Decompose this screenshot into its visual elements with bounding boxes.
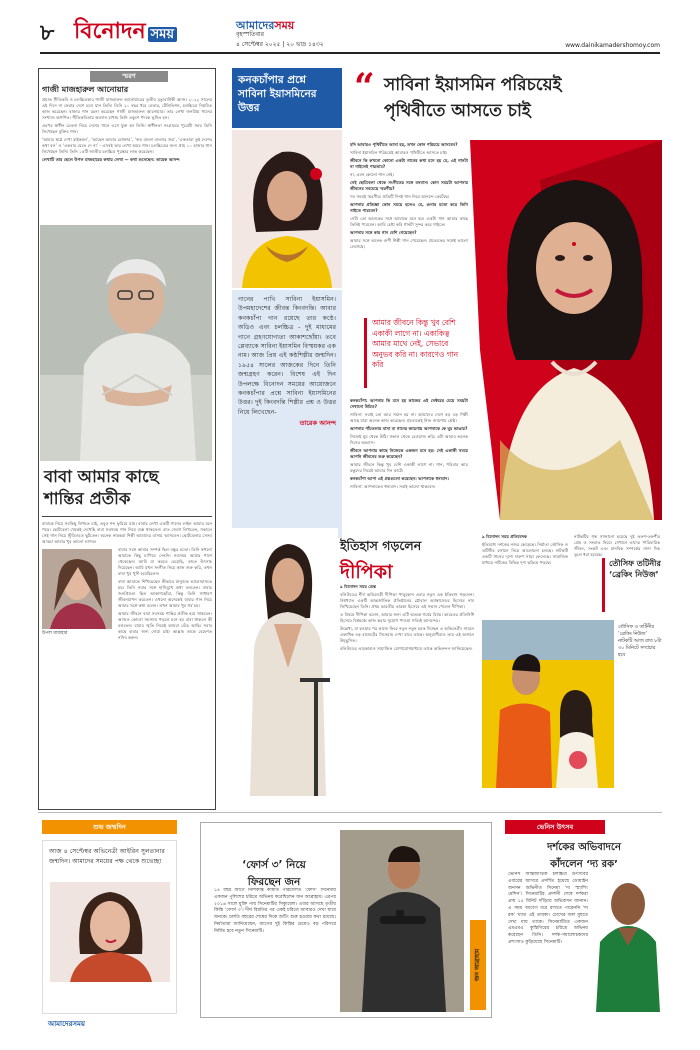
right-headline-line-2: পৃথিবীতে আসতে চাই [384, 101, 531, 121]
deepika-headline-line-2: দীপিকা [340, 561, 393, 583]
deepika-dateline: ৯ বিনোদন সময় ডেস্ক [340, 584, 377, 589]
force-side-tag-text: জন আব্রাহাম [474, 948, 481, 982]
answer: সেটা তো অনেকের সঙ্গে আমাকে মনে হয়। একটা গান আমার কাছে তিনিই পারবেন। আমি চেষ্টা করি গানটা সুন্দর করে গাইতে। [350, 216, 468, 227]
question: জীবনে আপনার কাছে নিজেকে একজন মনে হয়। সেই একাকী সময়ে আপনি জীবনের শুরু করেছেন? [350, 448, 468, 459]
section-divider [38, 812, 662, 813]
section-logo-suffix: সময় [148, 27, 177, 42]
left-body-paragraph: বাবার সঙ্গে আমার সম্পর্ক ছিল বন্ধুর মতো। তিনি কখনো আমাকে কিছু চাপিয়ে দেননি। সবসময় আমার পাশে থেকেছেন। আমি যা করতে চেয়েছি, তাতে উৎসাহ দিয়েছেন। আমি যখন সংগীত নিয়ে কাজ শুরু করি, তখন বাবা খুব খুশি হয়েছিলেন। [118, 547, 212, 576]
birthday-illustration [50, 882, 170, 982]
left-body [42, 521, 212, 806]
issue-day: বৃহস্পতিবার [236, 31, 264, 38]
deepika-headline-line-1: ইতিহাস গড়লেন [340, 538, 422, 553]
sabina-photo [470, 140, 662, 520]
answer: সাবিনা: সবাই তো আর সমান হয় না। আমাদের দেশে বড় বড় শিল্পী আছে যারা অনেক কাজ করেছেন। প্রত্যেকেই নিজ জায়গায় শ্রেষ্ঠ। [350, 412, 468, 423]
mid-headline: কনকচাঁপার প্রশ্নে সাবিনা ইয়াসমিনের উত্তর [238, 74, 317, 114]
pull-quote-text: আমার জীবনে কিন্তু খুব বেশি একাকী লাগে না। একাকিত্ব আমার মাথে নেই, সেভাবে অনুভব করি না। কারণেও গান করি [372, 318, 459, 370]
venice-headline-line-1: দর্শকের অভিবাদনে [547, 842, 621, 853]
force-illustration [340, 830, 464, 1012]
deepika-headline [340, 538, 478, 590]
deepika-paragraph: এ বিষয়ে দীপিকা বলেন, আমার জন্য এটি অত্যন্ত গর্বের বিষয়। ভারতের প্রতিনিধি হিসেবে বিশ্বমঞ্চে কাজ করার সুযোগ পাওয়া সত্যিই আনন্দের। [340, 612, 474, 623]
force-body: ১৪ বছর আগে নিশিকান্ত কামাত পরিচালিত ‘ফোর্স’ সিনেমায় একজন পুলিশের চরিত্রে অভিনয় করেছিলেন জন আব্রাহাম। এরপর ২০১৬ সালে মুক্তি পায় সিনেমাটির সিক্যুয়েল। এবার আসছে তৃতীয় কিস্তি ‘ফোর্স ৩’। দীর্ঘ বিরতির পর একই চরিত্রে আবারও দেখা যাবে জনকে। চলতি বছরের শেষের দিকে শুটিং শুরু হওয়ার কথা রয়েছে। নির্মাতারা জানিয়েছেন, আগের দুই কিস্তির চেয়েও বড় পরিসরে নির্মিত হবে নতুন সিনেমাটি। [214, 888, 336, 934]
force-headline-line-2: ফিরছেন জন [247, 876, 301, 888]
kanakchapa-photo [232, 130, 342, 288]
left-kicker: স্মরণ [90, 71, 168, 82]
answer: সাবিনা: আপনাকেও ধন্যবাদ। সবাই ভালো থাকবেন। [350, 484, 436, 489]
answer: আমার জীবনে কিন্তু খুব বেশি একাকী লাগে না। গান, পরিবার আর বন্ধুদের নিয়েই আমার দিন কাটে। [350, 462, 468, 473]
answer: নিজেই ঘুম থেকে উঠি। সকাল থেকে রেওয়াজ করি। এটা আমার অনেক দিনের অভ্যাস। [350, 434, 468, 445]
deepika-photo [230, 528, 338, 796]
question: সেই ছোটবেলা থেকে সংগীতের সঙ্গে বসবাস। কোন সময়টা আপনার জীবনের সবচেয়ে স্মরণীয়? [350, 180, 468, 191]
left-body-paragraph: বাবা আমাকে শিখিয়েছেন কীভাবে মানুষকে ভালোবাসতে হয়। তিনি সবার সঙ্গে হাসিমুখে কথা বলতেন। বাবার জনপ্রিয়তা ছিল আকাশছোঁয়া, কিন্তু তিনি সাধারণ জীবনযাপন করতেন। এখনো অনেকেই বাবার গান নিয়ে আমার সঙ্গে কথা বলেন। তখন আমার খুব গর্ব হয়। [118, 579, 212, 608]
breaking-caption: তৌসিফ ও তটিনীর ‘ব্রেকিং নিউজ’ নাটকটি আজ রাত ৮টা ৩০ মিনিটে সম্প্রচার হবে [618, 625, 662, 658]
website-link[interactable]: www.dainikamadershomoy.com [565, 42, 660, 49]
birthday-text: আজ ৪ সেপ্টেম্বর অভিনেত্রী আইরিন সুলতানার জন্মদিন। আমাদের সময়ের পক্ষ থেকে শুভেচ্ছা [49, 848, 165, 865]
right-qa-1 [350, 142, 468, 307]
section-logo [74, 14, 177, 44]
left-intro [42, 97, 212, 237]
question: কনকচাঁপা আপা এই প্রশ্নগুলো করেছেন। আপনাকে ধন্যবাদ। [350, 476, 449, 481]
answer: সব সময়ই স্মরণীয়। প্রতিটি দিনই গান নিয়ে আনন্দে কেটেছে। [350, 194, 450, 199]
breaking-paragraph: ইতিমধ্যে দর্শকের নজর কেড়েছে। নির্মাতা তৌসিফ ও তটিনীর রসায়ন নিয়ে আলোচনা চলছে। নাটকটি একটি গানের দৃশ্যে দারুণ সাড়া ফেলেছে। সামাজিক মাধ্যমে নাটকের বিভিন্ন দৃশ্য ছড়িয়ে পড়ছে। [482, 542, 568, 565]
birthday-kicker: শুভ জন্মদিন [42, 820, 177, 834]
deepika-paragraph: বলিউডের তারকারাও সামাজিক যোগাযোগমাধ্যমে তাকে অভিনন্দন জানিয়েছেন। [340, 646, 473, 651]
answer: আমার সঙ্গে অনেক গুণী শিল্পী গান গেয়েছেন। প্রত্যেকের সঙ্গেই ভালো লেগেছে। [350, 238, 468, 249]
deepika-paragraph: উল্লেখ্য, মা হওয়ার পর কাজে ফিরে নতুন নতুন চমক দিচ্ছেন এ অভিনেত্রী। সামনে একাধিক বড় বাজেটের সিনেমায় দেখা যাবে তাকে। অনুরাগীরাও তার এই অর্জনে উচ্ছ্বসিত। [340, 626, 474, 643]
deepika-body [340, 584, 474, 798]
pull-quote [364, 318, 468, 388]
left-headline-line-1: বাবা আমার কাছে [44, 467, 159, 486]
question: যদি আবারও পৃথিবীতে আসা হয়, তখন কোন পরিচয়ে আসবেন? [350, 142, 458, 147]
kanakchapa-illustration [232, 130, 342, 288]
breaking-paragraph: নাটকটির গল্প সাজানো হয়েছে দুই তরুণ-তরুণীর প্রেম ও সংঘাত নিয়ে। সেখানে তাদের পারিবারিক জীবন, সংকট এবং মানবিক সম্পর্কের নানা দিক তুলে ধরা হয়েছে। [574, 534, 660, 557]
portrait-photo [40, 225, 212, 461]
mid-intro: গানের পাখি সাবিনা ইয়াসমিন। উপমহাদেশের জীবন্ত কিংবদন্তি। আবার কনকচাঁপা গান রয়েছে তার কণ্ঠে। অডিও এবং চলচ্চিত্র - দুই মাধ্যমের গানে গ্রহণযোগ্যতা আকাশছোঁয়া। তবে প্লেব্যাকে সাবিনা ইয়াসমিন বিস্ময়কর এক নাম। আজ প্রিয় এই কণ্ঠশিল্পীর জন্মদিন। ১৯৫৪ সালের আজকের দিনে তিনি জন্মগ্রহণ করেন। বিশেষ এই দিন উপলক্ষে বিনোদন সময়ের আয়োজনে কনকচাঁপার প্রশ্নে সাবিনা ইয়াসমিনের উত্তর। দুই কিংবদন্তি শিল্পীর প্রশ্ন ও উত্তর নিয়ে লিখেছেন- [238, 296, 336, 416]
mid-headline-box [232, 68, 342, 128]
venice-photo [590, 870, 662, 1012]
sabina-illustration [470, 140, 662, 520]
question: আপনার পাঁচতলার বাসা বা গানের জায়গায় আপনাকে কে ঘুম ভাঙায়? [350, 426, 468, 431]
venice-headline [508, 840, 660, 874]
venice-body: ভেনিস আন্তর্জাতিক চলচ্চিত্র উৎসবের এবারের আসরে প্রদর্শিত হয়েছে ডোয়াইন জনসন অভিনীত সিনেমা ‘দ্য স্ম্যাশিং মেশিন’। সিনেমাটির প্রদর্শনী শেষে দর্শকরা প্রায় ১৫ মিনিট দাঁড়িয়ে অভিবাদন জানান। এ সময় আবেগ ধরে রাখতে পারেননি ‘দ্য রক’ খ্যাত এই তারকা। চোখের জল মুছতে দেখা যায় তাকে। সিনেমাটিতে একজন এমএমএ কুস্তিগিরের চরিত্রে অভিনয় করেছেন তিনি। দর্শক-সমালোচকদের প্রশংসাও কুড়িয়েছে সিনেমাটি। [508, 872, 588, 945]
birthday-footer-logo: আমাদেরসময় [48, 1020, 86, 1028]
paper-logo-part-1: আমাদের [236, 19, 275, 32]
left-intro-line: ‘আমার স্বপ্নে দেখা রাইকমল’, ‘আছেন আমার মোক্তার’, ‘জয় বাংলা বাংলার জয়’, ‘একতারা তুই দেশের কথা বল’ ও ‘একবার যেতে দে না’ - এসবই তার লেখা অমর গান। চলচ্চিত্রের জন্য প্রায় ১০ হাজার গান লিখেছেন তিনি। তিনি ১৫টি জাতীয় চলচ্চিত্র পুরস্কার লাভ করেছেন। [42, 137, 212, 154]
inset-photo-wrap [42, 549, 114, 641]
deepika-illustration [230, 528, 338, 796]
left-body-paragraph: আমার জীবনে বাবা সবসময় শান্তির প্রতীক হয়ে থাকবেন। আজও কোনো সমস্যায় পড়লে মনে হয় বাবা থাকলে কী বলতেন। বাবার স্মৃতি নিয়েই আমরা বেঁচে আছি। সবার কাছে বাবার জন্য দোয়া চাই। আল্লাহ তাকে বেহেশত নসিব করুন। [118, 611, 212, 640]
question: জীবনে কি কখনো কোনো একটা গানের কথা মনে হয় যে, এই গানটা না গাইলেই পারতাম? [350, 158, 468, 169]
portrait-illustration [40, 225, 212, 461]
left-intro-line: প্রয়াত গীতিকবি ও চলচ্চিত্রকার গাজী মাজহারুল আনোয়ারের তৃতীয় মৃত্যুবার্ষিকী আজ। ২০২২ সালের এই দিনে না ফেরার দেশে চলে যান তিনি। তিনি ২০ বছর ধরে বেতার, টেলিভিশন, চলচ্চিত্রে নিয়মিত কাজ করেছেন। হাজার গান রচনা করেছেন গাজী মাজহারুল আনোয়ার। তার লেখা জনপ্রিয় গানের সংখ্যাও অগণিত। গীতিকবিতায় অবদান রাখায় তিনি একুশে পদকে ভূষিত হন। [42, 97, 212, 120]
mid-writer: তারেক আনন্দ [299, 419, 336, 428]
force-headline [214, 858, 334, 892]
left-headline-rule [42, 516, 212, 517]
right-headline [354, 66, 664, 130]
venice-illustration [590, 870, 662, 1012]
answer: না, এমন কোনো গান নেই। [350, 172, 394, 177]
inset-caption: উপল মাজহার [42, 631, 68, 636]
birthday-photo [50, 882, 170, 982]
answer: সাবিনা ইয়াসমিন পরিচয়েই আবারও পৃথিবীতে আসতে চাই। [350, 150, 448, 155]
left-headline-line-2: শান্তির প্রতীক [44, 489, 131, 508]
section-logo-main: বিনোদন [74, 19, 146, 44]
masthead [40, 12, 660, 54]
force-headline-line-1: ‘ফোর্স ৩’ নিয়ে [242, 859, 306, 871]
question: কনকচাঁপা: আপনার কি মনে হয় কাজের এই সেক্টরের চেয়ে সময়টা দেখানো উচিত? [350, 398, 468, 409]
inset-photo [42, 549, 112, 629]
left-byline: গাজী মাজহারুল আনোয়ার [42, 85, 129, 94]
left-intro-credit: লেখাটি তার ছেলে উপল মাজহারের কথায় লেখা — কথা শুনেছেন: তারেক আনন্দ [42, 157, 180, 162]
breaking-dateline: ৯ বিনোদন সময় প্রতিবেদক [482, 534, 527, 539]
deepika-paragraph: বলিউডের শীর্ষ অভিনেত্রী দীপিকা পাড়ুকোন এবার নতুন এক ইতিহাস গড়লেন। বিশ্বখ্যাত একটি আন্তর্জাতিক প্রতিষ্ঠানের গ্লোবাল অ্যাম্বাসেডর হিসেবে নাম লিখিয়েছেন তিনি। প্রথম ভারতীয় তারকা হিসেবে এই সম্মান পেলেন দীপিকা। [340, 592, 474, 609]
paper-logo-part-2: সময় [274, 19, 295, 32]
issue-date: ৪ সেপ্টেম্বর ২০২৫ | ২০ ভাদ্র ১৪৩২ [236, 41, 324, 48]
left-body-paragraph: বাবাকে নিয়ে সবকিছু লিখতে চাই, তবুও শব্দ ফুরিয়ে যায়। বাবার লেখা একটি গানের লাইন আমার মনে পড়ে। ছোটবেলা থেকেই দেখেছি বাবা সবসময় গান নিয়ে ব্যস্ত থাকতেন। রাত জেগে লিখতেন, সকালে সেই গান নিয়ে স্টুডিওতে ছুটতেন। অনেক নামকরা শিল্পী আমাদের বাসায় আসতেন। ছোটবেলায় সেসব আড্ডা আমার খুব ভালো লাগত। [42, 521, 212, 544]
mid-intro-box [232, 290, 342, 538]
left-intro-line: এরপর স্বাধীন চেতনা নিয়ে দেশের গানে এসে যুক্ত হন তিনি। স্বাধীনতা সংগ্রামের পুরোটা সময় তিনি লিখেছেন মুক্তির গান। [42, 123, 212, 134]
breaking-illustration [482, 620, 614, 788]
quote-mark-icon: “ [354, 66, 375, 108]
left-headline [44, 466, 214, 510]
question: আপনার সঙ্গে কার গান বেশি গেয়েছেন? [350, 230, 417, 235]
question: আপনার প্রতিজ্ঞা কোন সময়ে হলেও যে, গুনার মতো করে তিনি গাইতে পারবেন? [350, 202, 468, 213]
force-side-tag [470, 920, 486, 1010]
breaking-callout-text: তৌসিফ তটিনীর ‘ব্রেকিং নিউজ’ [609, 559, 661, 579]
breaking-photo [482, 620, 614, 788]
right-headline-line-1: সাবিনা ইয়াসমিন পরিচয়েই [384, 75, 562, 95]
venice-kicker: ভেনিস উৎসব [505, 820, 605, 834]
venice-headline-line-2: কাঁদলেন ‘দ্য রক’ [550, 859, 618, 870]
force-photo [340, 830, 464, 1012]
right-qa-2 [350, 398, 468, 536]
page-number: ৮ [40, 20, 55, 46]
breaking-callout [602, 558, 662, 612]
